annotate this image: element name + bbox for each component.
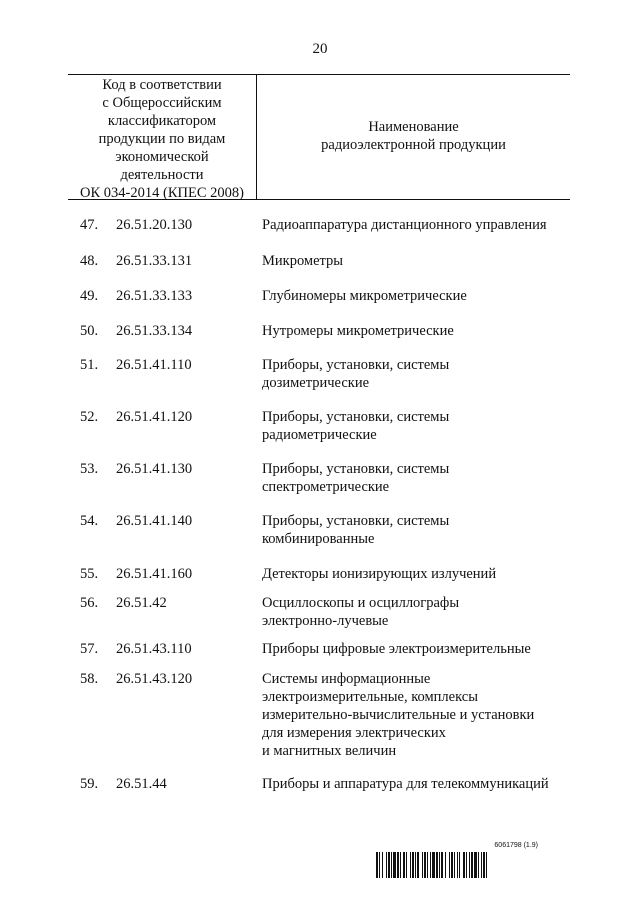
row-name-line: дозиметрические (262, 375, 370, 391)
row-number: 58. (80, 671, 99, 687)
row-number: 49. (80, 288, 99, 304)
barcode-bar (422, 852, 423, 878)
row-number: 56. (80, 595, 99, 611)
barcode-bar (376, 852, 378, 878)
barcode-caption: 6061798 (1.9) (494, 842, 538, 849)
table-header (68, 74, 570, 200)
barcode-bar (451, 852, 453, 878)
barcode-bar (379, 852, 380, 878)
row-name (262, 322, 582, 340)
row-code: 26.51.41.120 (116, 409, 193, 425)
row-name-line: радиометрические (262, 427, 377, 443)
row-name (262, 594, 582, 630)
row-name-line: Глубиномеры микрометрические (262, 288, 467, 304)
barcode-bar (459, 852, 460, 878)
barcode-bar (391, 852, 392, 878)
row-name-line: Системы информационные (262, 671, 431, 687)
row-number: 55. (80, 566, 99, 582)
row-number: 54. (80, 513, 99, 529)
row-number: 53. (80, 461, 99, 477)
row-name (262, 252, 582, 270)
header-code-line: ОК 034-2014 (КПЕС 2008) (80, 185, 244, 201)
header-name-line: радиоэлектронной продукции (321, 137, 506, 153)
header-code-line: с Общероссийским (102, 95, 222, 111)
row-name-line: электроизмерительные, комплексы (262, 689, 478, 705)
row-code: 26.51.41.140 (116, 513, 193, 529)
row-name (262, 775, 582, 793)
page-number: 20 (312, 41, 328, 57)
barcode-bar (393, 852, 396, 878)
row-number: 50. (80, 323, 99, 339)
barcode-bar (432, 852, 435, 878)
header-name-column (257, 118, 570, 154)
row-name-line: комбинированные (262, 531, 375, 547)
barcode-bar (441, 852, 443, 878)
barcode-bar (481, 852, 482, 878)
row-code: 26.51.41.110 (116, 357, 192, 373)
row-name-line: спектрометрические (262, 479, 390, 495)
barcode-bar (469, 852, 470, 878)
row-code: 26.51.43.120 (116, 671, 193, 687)
barcode-bar (478, 852, 479, 878)
row-name (262, 460, 582, 496)
row-name-line: измерительно-вычислительные и установки (262, 707, 535, 723)
barcode-bar (439, 852, 440, 878)
row-name-line: Приборы, установки, системы (262, 409, 450, 425)
row-name-line: Приборы, установки, системы (262, 513, 450, 529)
barcode-bar (397, 852, 399, 878)
barcode-bar (445, 852, 446, 878)
barcode-image (376, 852, 566, 878)
row-number: 52. (80, 409, 99, 425)
row-number: 47. (80, 217, 99, 233)
barcode-bar (386, 852, 387, 878)
header-code-column (68, 76, 256, 202)
row-name-line: и магнитных величин (262, 743, 397, 759)
row-code: 26.51.42 (116, 595, 167, 611)
row-name (262, 216, 582, 234)
row-name (262, 512, 582, 548)
row-number: 51. (80, 357, 99, 373)
barcode-bar (430, 852, 431, 878)
barcode-bar (400, 852, 401, 878)
row-name (262, 287, 582, 305)
barcode-bar (410, 852, 411, 878)
row-code: 26.51.44 (116, 776, 167, 792)
row-name (262, 670, 582, 760)
row-number: 59. (80, 776, 99, 792)
row-name-line: Осциллоскопы и осциллографы (262, 595, 460, 611)
header-code-line: деятельности (120, 167, 204, 183)
header-code-line: экономической (115, 149, 209, 165)
row-code: 26.51.33.133 (116, 288, 193, 304)
barcode-bar (406, 852, 407, 878)
barcode-bar (417, 852, 419, 878)
barcode-bar (415, 852, 416, 878)
barcode-bar (388, 852, 390, 878)
barcode-bar (483, 852, 485, 878)
header-code-line: Код в соответствии (102, 77, 222, 93)
header-code-line: продукции по видам (98, 131, 226, 147)
row-name (262, 356, 582, 392)
row-name-line: Приборы, установки, системы (262, 357, 450, 373)
barcode-area (376, 842, 566, 880)
barcode-bar (382, 852, 383, 878)
barcode-bar (403, 852, 405, 878)
row-code: 26.51.41.160 (116, 566, 193, 582)
barcode-bar (486, 852, 487, 878)
row-code: 26.51.43.110 (116, 641, 192, 657)
row-code: 26.51.20.130 (116, 217, 193, 233)
row-code: 26.51.41.130 (116, 461, 193, 477)
barcode-bar (454, 852, 455, 878)
barcode-bar (424, 852, 426, 878)
barcode-bar (436, 852, 438, 878)
barcode-bar (427, 852, 428, 878)
barcode-bar (474, 852, 477, 878)
header-code-line: классификатором (107, 113, 217, 129)
row-name-line: Микрометры (262, 253, 344, 269)
barcode-bar (457, 852, 458, 878)
header-top-rule (68, 74, 570, 75)
row-name-line: Радиоаппаратура дистанционного управления (262, 217, 547, 233)
row-name-line: для измерения электрических (262, 725, 446, 741)
barcode-bar (463, 852, 465, 878)
barcode-bar (466, 852, 467, 878)
row-name-line: Детекторы ионизирующих излучений (262, 566, 497, 582)
row-code: 26.51.33.131 (116, 253, 193, 269)
header-name-line: Наименование (368, 119, 459, 135)
row-name (262, 408, 582, 444)
row-code: 26.51.33.134 (116, 323, 193, 339)
barcode-bar (449, 852, 450, 878)
row-name-line: Приборы, установки, системы (262, 461, 450, 477)
row-name-line: Приборы цифровые электроизмерительные (262, 641, 531, 657)
barcode-bar (471, 852, 473, 878)
row-number: 48. (80, 253, 99, 269)
row-name-line: электронно-лучевые (262, 613, 389, 629)
row-name (262, 565, 582, 583)
row-name-line: Нутромеры микрометрические (262, 323, 454, 339)
barcode-bar (412, 852, 414, 878)
row-number: 57. (80, 641, 99, 657)
row-name (262, 640, 582, 658)
row-name-line: Приборы и аппаратура для телекоммуникаций (262, 776, 549, 792)
